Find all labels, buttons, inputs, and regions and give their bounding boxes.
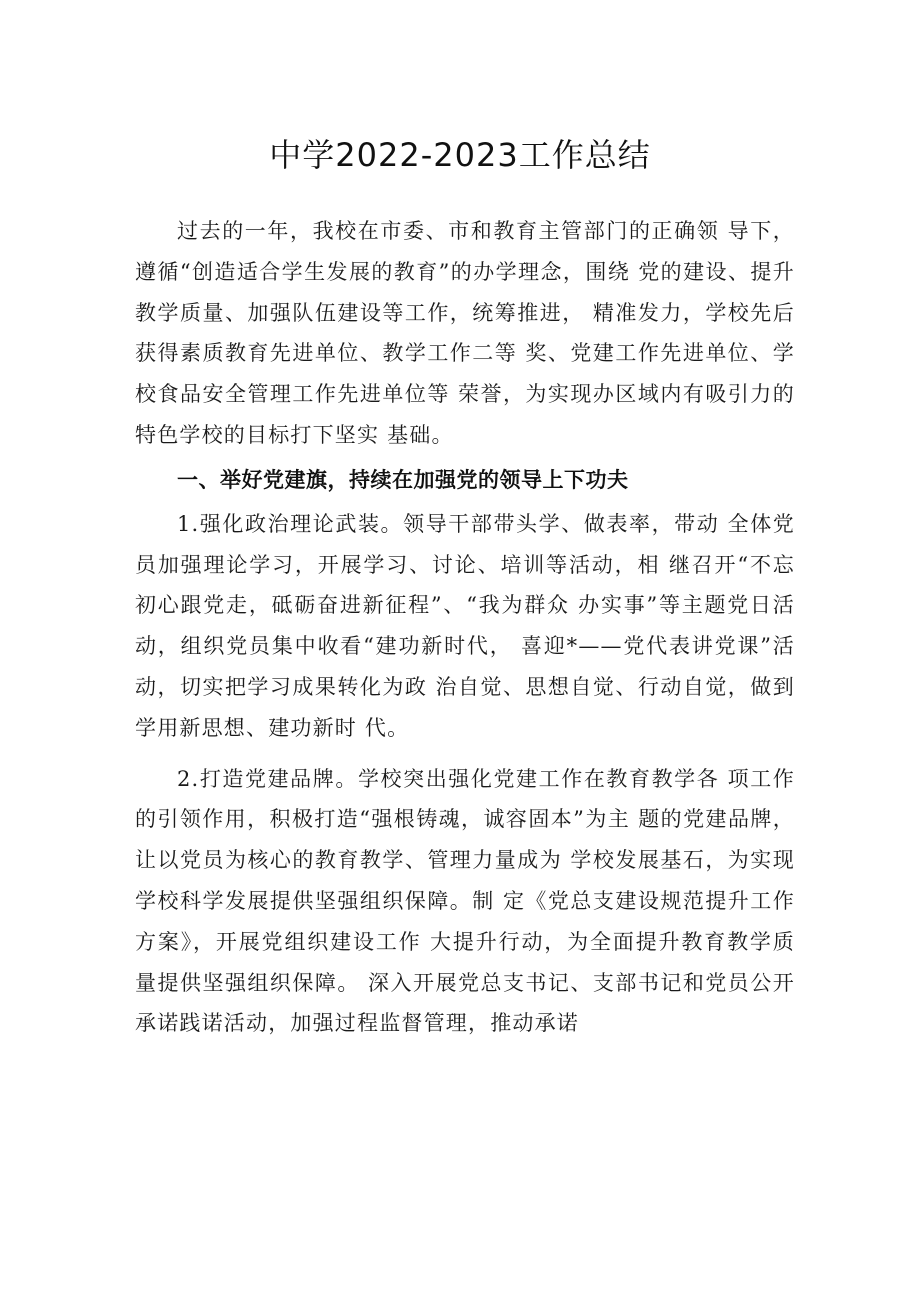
document-title: 中学2022-2023工作总结 [269, 136, 651, 174]
section-1-item-1: 1.强化政治理论武装。领导干部带头学、做表率，带动 全体党员加强理论学习，开展学习、讨论、培训等活动，相 继召开“不忘初心跟党走，砥砺奋进新征程”、“我为群众 办实事”等主题党日活动，组织党员集中收看“建功新时代， 喜迎*——党代表讲党课”活动，切实把学习成果转化为政 治自觉、思想自觉、行动自觉，做到学用新思想、建功新时 代。 [135, 511, 795, 740]
section-1-item-2: 2.打造党建品牌。学校突出强化党建工作在教育教学各 项工作的引领作用，积极打造“强根铸魂，诚容固本”为主 题的党建品牌，让以党员为核心的教育教学、管理力量成为 学校发展基石，为实现学校科学发展提供坚强组织保障。制 定《党总支建设规范提升工作方案》，开展党组织建设工作 大提升行动，为全面提升教育教学质量提供坚强组织保障。 深入开展党总支书记、支部书记和党员公开承诺践诺活动，加强过程监督管理，推动承诺 [135, 766, 795, 1036]
section-1-heading: 一、举好党建旗，持续在加强党的领导上下功夫 [177, 467, 629, 492]
intro-paragraph: 过去的一年，我校在市委、市和教育主管部门的正确领 导下，遵循“创造适合学生发展的教育”的办学理念，围绕 党的建设、提升教学质量、加强队伍建设等工作，统筹推进， 精准发力，学校先后获得素质教育先进单位、教学工作二等 奖、党建工作先进单位、学校食品安全管理工作先进单位等 荣誉，为实现办区域内有吸引力的特色学校的目标打下坚实 基础。 [135, 219, 795, 447]
document-body [135, 211, 795, 1044]
paragraph-spacer [135, 749, 795, 759]
